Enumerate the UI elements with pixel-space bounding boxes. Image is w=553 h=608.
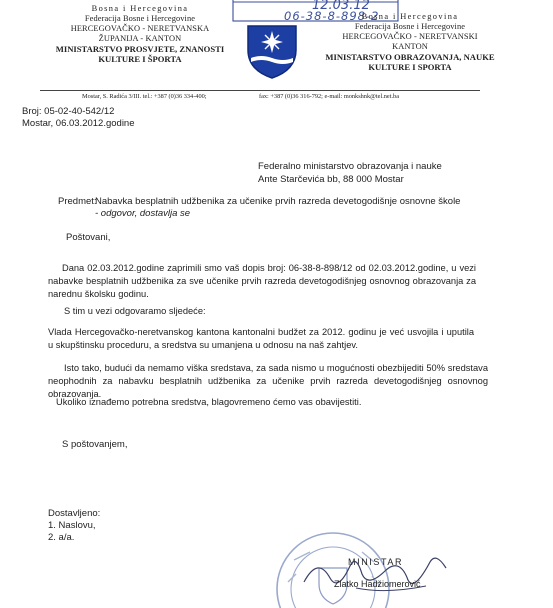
distribution-title: Dostavljeno: xyxy=(48,508,101,519)
distribution-item: 2. a/a. xyxy=(48,532,75,543)
header-right xyxy=(310,12,510,72)
header-divider xyxy=(40,90,480,91)
subject-subline: - odgovor, dostavlja se xyxy=(95,208,191,219)
header-right-federation: Federacija Bosne i Hercegovine xyxy=(354,22,466,31)
header-right-canton: HERCEGOVAČKO - NERETVANSKI xyxy=(342,32,478,41)
paragraph-3: Vlada Hercegovačko-neretvanskog kantona kantonalni budžet za 2012. godinu je već usvojila i uputila u skupštinsku proceduru, a sredstva su umanjena u odnosu na naš zahtjev. xyxy=(48,327,474,350)
reference-number: Broj: 05-02-40-542/12 xyxy=(22,106,115,117)
paragraph-4: Isto tako, budući da nemamo viška sredstava, za sada nismo u mogućnosti obezbijediti 50% sredstava neophodnih za nabavku besplatnih udžbenika za učenike prvih razreda devetogodišnjeg osnovnog obrazovanja. xyxy=(48,363,488,399)
signature-title: MINISTAR xyxy=(348,557,404,567)
registry-stamp-date: 12.03.12 xyxy=(312,0,370,13)
subject-label: Predmet: xyxy=(58,196,97,207)
place-date: Mostar, 06.03.2012.godine xyxy=(22,118,135,129)
contact-right: fax: +387 (0)36 316-792; e-mail: monkshnk@tel.net.ba xyxy=(259,93,399,100)
header-left-country: Bosna i Hercegovina xyxy=(91,4,189,13)
header-left xyxy=(40,4,240,64)
header-right-ministry-2: KULTURE I SPORTA xyxy=(368,62,452,72)
registry-stamp-number: 06-38-8-898-2 xyxy=(284,9,380,23)
header-left-canton: HERCEGOVAČKO - NERETVANSKA xyxy=(70,24,210,33)
closing: S poštovanjem, xyxy=(62,439,128,450)
subject-text: Nabavka besplatnih udžbenika za učenike prvih razreda devetogodišnje osnovne škole xyxy=(95,196,461,207)
header-left-ministry-2: KULTURE I ŠPORTA xyxy=(98,54,182,64)
header-right-country: Bosna i Hercegovina xyxy=(361,12,459,21)
recipient-address: Ante Starčevića bb, 88 000 Mostar xyxy=(258,174,404,185)
signature-scribble-icon xyxy=(296,548,476,600)
greeting: Poštovani, xyxy=(66,232,111,243)
coat-of-arms-icon xyxy=(246,24,298,80)
header-left-ministry: MINISTARSTVO PROSVJETE, ZNANOSTI xyxy=(55,44,225,54)
header-left-federation: Federacija Bosne i Hercegovine xyxy=(84,14,196,23)
distribution-item: 1. Naslovu, xyxy=(48,520,96,531)
distribution xyxy=(48,508,100,544)
signature-name: Zlatko Hadžiomerović xyxy=(334,579,421,589)
paragraph-2: S tim u vezi odgovaramo sljedeće: xyxy=(64,306,206,316)
paragraph-1: Dana 02.03.2012.godine zaprimili smo vaš dopis broj: 06-38-8-898/12 od 02.03.2012.godine, u vezi nabavke besplatnih udžbenika za sve učenike prvih razreda devetogodišnjeg osnovnog obrazovanja za narednu školsku godinu. xyxy=(48,263,476,299)
paragraph-5: Ukoliko iznađemo potrebna sredstva, blagovremeno ćemo vas obavijestiti. xyxy=(56,397,362,407)
header-right-ministry: MINISTARSTVO OBRAZOVANJA, NAUKE xyxy=(325,52,495,62)
header-right-canton-2: KANTON xyxy=(392,42,428,51)
contact-left: Mostar, S. Radića 3/III. tel.: +387 (0)36 334-400; xyxy=(82,93,207,100)
recipient-name: Federalno ministarstvo obrazovanja i nauke xyxy=(258,161,442,172)
header-left-canton-2: ŽUPANIJA - KANTON xyxy=(98,34,182,43)
